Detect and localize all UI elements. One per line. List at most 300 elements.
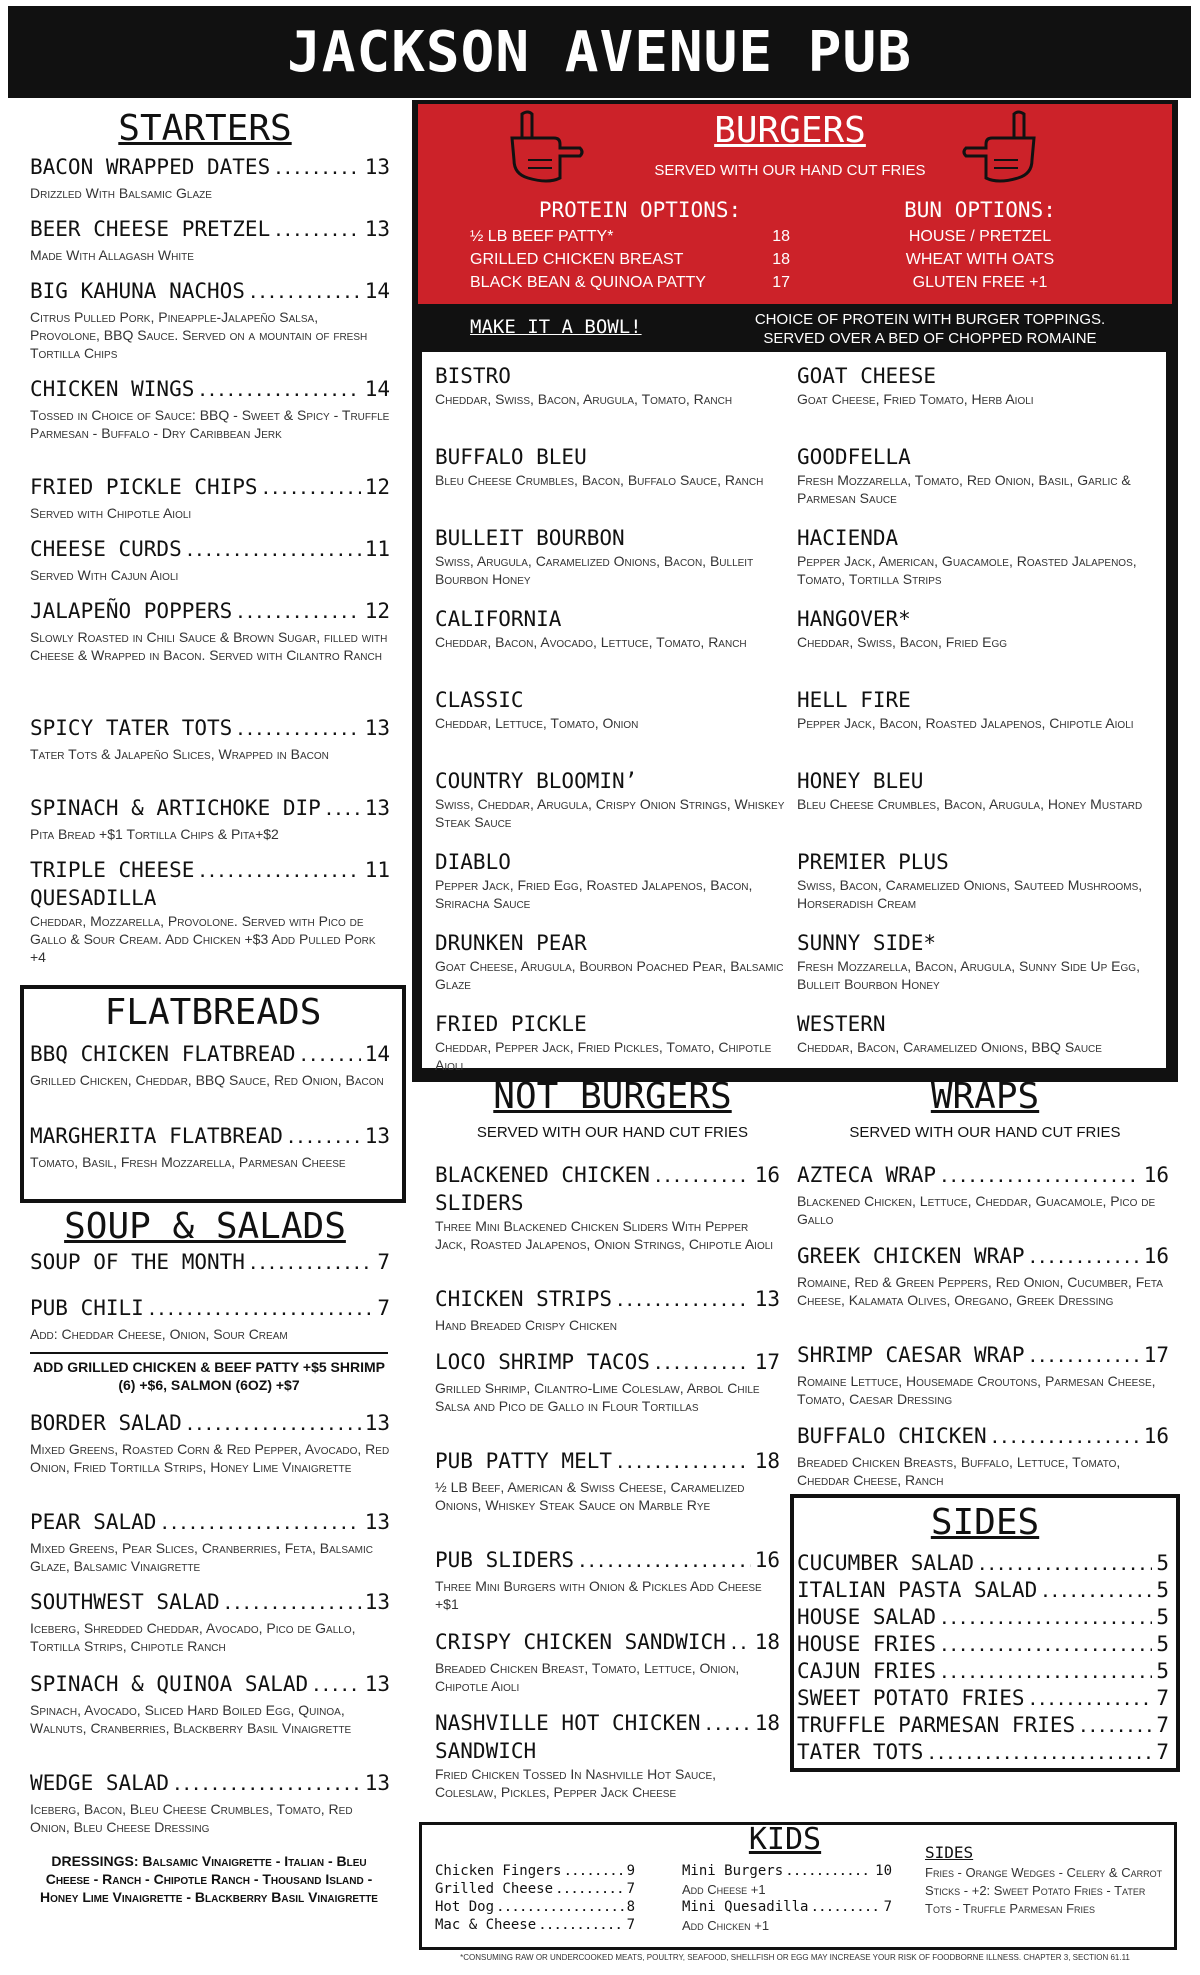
item-row <box>30 1042 390 1070</box>
starter-item <box>30 796 390 843</box>
bun-option: WHEAT WITH OATS <box>905 251 1055 268</box>
kids-sides-text: Fries - Orange Wedges - Celery & Carrot Sticks - +2: Sweet Potato Fries - Tater Tots - Truffle Parmesan Fries <box>925 1865 1163 1916</box>
burger-description: Cheddar, Lettuce, Tomato, Onion <box>435 715 639 731</box>
item-row <box>30 1510 390 1538</box>
item-price: 16 <box>754 1163 780 1187</box>
side-price: 5 <box>1156 1578 1169 1602</box>
protein-row <box>470 272 790 294</box>
leader-dots <box>617 226 768 248</box>
item-row <box>30 858 390 886</box>
not-burger-item <box>435 1350 780 1415</box>
protein-row <box>470 226 790 248</box>
item-price: 16 <box>754 1548 780 1572</box>
side-name: SWEET POTATO FRIES <box>797 1686 1025 1710</box>
kid-name: Grilled Cheese <box>435 1881 554 1897</box>
item-name: PUB PATTY MELT <box>435 1449 613 1473</box>
item-row <box>30 1411 390 1439</box>
not-burgers-subtitle: SERVED WITH OUR HAND CUT FRIES <box>476 1124 749 1141</box>
side-name: CUCUMBER SALAD <box>797 1551 975 1575</box>
leader-dots <box>927 1742 1152 1769</box>
item-row <box>30 475 390 503</box>
item-row <box>30 217 390 245</box>
item-description: Hand Breaded Crispy Chicken <box>435 1317 617 1333</box>
burger-name: HELL FIRE <box>797 688 911 712</box>
item-price: 16 <box>1143 1163 1169 1187</box>
burger-item <box>797 526 1152 588</box>
item-price: 13 <box>364 1411 390 1435</box>
burger-name: BISTRO <box>435 364 511 388</box>
burger-name: PREMIER PLUS <box>797 850 949 874</box>
burger-item <box>797 364 1152 408</box>
side-item <box>797 1577 1169 1607</box>
side-price: 5 <box>1156 1632 1169 1656</box>
leader-dots <box>497 1899 624 1917</box>
burger-description: Pepper Jack, Bacon, Roasted Jalapenos, Chipotle Aioli <box>797 715 1134 731</box>
starter-item <box>30 155 390 202</box>
bowl-desc-line: CHOICE OF PROTEIN WITH BURGER TOPPINGS. <box>754 311 1106 328</box>
side-name: TATER TOTS <box>797 1740 924 1764</box>
kid-item <box>435 1916 635 1935</box>
starter-item <box>30 377 390 442</box>
soup-item <box>30 1296 390 1343</box>
kids-sides-title: SIDES <box>925 1843 974 1862</box>
protein-price: 17 <box>772 274 790 291</box>
bowl-description <box>700 310 1160 348</box>
protein-name: GRILLED CHICKEN BREAST <box>470 251 684 268</box>
item-name: SPINACH & ARTICHOKE DIP <box>30 796 321 820</box>
item-price: 13 <box>364 1124 390 1148</box>
protein-options-title: PROTEIN OPTIONS: <box>538 198 742 222</box>
wraps-title: WRAPS <box>930 1076 1040 1117</box>
kid-name: Chicken Fingers <box>435 1863 562 1879</box>
burger-name: DIABLO <box>435 850 511 874</box>
item-description: Tossed in Choice of Sauce: BBQ - Sweet & Spicy - Truffle Parmesan - Buffalo - Dry Caribbean Jerk <box>30 407 390 441</box>
salad-item <box>30 1590 390 1655</box>
item-price: 18 <box>754 1711 780 1735</box>
flatbread-item <box>30 1042 390 1089</box>
item-price: 13 <box>364 796 390 820</box>
item-description: Tomato, Basil, Fresh Mozzarella, Parmesan Cheese <box>30 1154 346 1170</box>
item-row <box>435 1548 780 1576</box>
kid-price: 7 <box>626 1881 635 1897</box>
starter-item <box>30 475 390 522</box>
side-price: 7 <box>1156 1686 1169 1710</box>
leader-dots <box>940 1661 1152 1688</box>
burger-name: BUFFALO BLEU <box>435 445 587 469</box>
item-price: 13 <box>364 155 390 179</box>
not-burger-item <box>435 1711 780 1801</box>
leader-dots <box>186 1414 361 1439</box>
burger-description: Goat Cheese, Fried Tomato, Herb Aioli <box>797 391 1034 407</box>
not-burger-item <box>435 1630 780 1695</box>
item-price: 13 <box>364 1771 390 1795</box>
side-name: TRUFFLE PARMESAN FRIES <box>797 1713 1076 1737</box>
wrap-item <box>797 1244 1169 1309</box>
leader-dots <box>1029 1346 1140 1371</box>
item-name: BUFFALO CHICKEN <box>797 1424 987 1448</box>
item-description: Spinach, Avocado, Sliced Hard Boiled Egg, Quinoa, Walnuts, Cranberries, Blackberry Basil Vinaigrette <box>30 1702 352 1736</box>
item-price: 18 <box>754 1630 780 1654</box>
item-name: CHICKEN WINGS <box>30 377 195 401</box>
burger-name: COUNTRY BLOOMIN’ <box>435 769 638 793</box>
kid-addon: Add Chicken +1 <box>682 1918 770 1933</box>
leader-dots <box>274 158 360 183</box>
bowl-desc-line: SERVED OVER A BED OF CHOPPED ROMAINE <box>763 330 1097 347</box>
burger-item <box>797 445 1152 507</box>
item-description: Mixed Greens, Roasted Corn & Red Pepper, Avocado, Red Onion, Fried Tortilla Strips, Honey Lime Vinaigrette <box>30 1441 390 1475</box>
kid-row <box>682 1862 892 1881</box>
soup-item <box>30 1250 390 1278</box>
leader-dots <box>224 1593 361 1618</box>
protein-option <box>470 249 790 271</box>
side-item <box>797 1685 1169 1715</box>
protein-row <box>470 249 790 271</box>
kid-price: 10 <box>875 1863 892 1879</box>
burger-description: Cheddar, Pepper Jack, Fried Pickles, Tomato, Chipotle Aioli <box>435 1039 772 1073</box>
item-name: BLACKENED CHICKEN <box>435 1163 650 1187</box>
item-price: 12 <box>364 475 390 499</box>
burger-description: Swiss, Arugula, Caramelized Onions, Bacon, Bulleit Bourbon Honey <box>435 553 754 587</box>
burger-name: CLASSIC <box>435 688 524 712</box>
leader-dots <box>1079 1715 1152 1742</box>
starters-title: STARTERS <box>118 108 292 149</box>
bun-option: HOUSE / PRETZEL <box>908 228 1052 245</box>
item-description: Add: Cheddar Cheese, Onion, Sour Cream <box>30 1326 288 1342</box>
item-description: Grilled Shrimp, Cilantro-Lime Coleslaw, Arbol Chile Salsa and Pico de Gallo in Flour Tortillas <box>435 1380 760 1414</box>
starter-item <box>30 599 390 664</box>
item-price: 13 <box>364 1672 390 1696</box>
item-description: Made With Allagash White <box>30 247 194 263</box>
kid-price: 9 <box>626 1863 635 1879</box>
burgers-subtitle: SERVED WITH OUR HAND CUT FRIES <box>654 162 926 179</box>
leader-dots <box>312 1675 361 1700</box>
kid-item <box>682 1862 892 1899</box>
item-description: Drizzled With Balsamic Glaze <box>30 185 212 201</box>
side-item <box>797 1712 1169 1742</box>
item-price: 16 <box>1143 1244 1169 1268</box>
leader-dots <box>940 1166 1140 1191</box>
item-price: 7 <box>377 1250 390 1274</box>
flatbreads-title: FLATBREADS <box>104 992 322 1033</box>
item-description: Romaine Lettuce, Housemade Croutons, Parmesan Cheese, Tomato, Caesar Dressing <box>797 1373 1156 1407</box>
burger-name: CALIFORNIA <box>435 607 562 631</box>
leader-dots <box>325 799 361 824</box>
kid-name: Mini Quesadilla <box>682 1899 809 1915</box>
leader-dots <box>564 1863 623 1881</box>
side-price: 7 <box>1156 1740 1169 1764</box>
leader-dots <box>616 1452 751 1477</box>
item-description: Breaded Chicken Breast, Tomato, Lettuce, Onion, Chipotle Aioli <box>435 1660 740 1694</box>
leader-dots <box>811 1899 880 1917</box>
item-description: Three Mini Blackened Chicken Sliders With Pepper Jack, Roasted Jalapenos, Onion Strings, Chipotle Aioli <box>435 1218 774 1252</box>
leader-dots <box>236 602 360 627</box>
item-name: SHRIMP CAESAR WRAP <box>797 1343 1025 1367</box>
make-it-a-bowl: MAKE IT A BOWL! <box>470 316 642 338</box>
item-name-cont: QUESADILLA <box>30 886 157 910</box>
not-burger-item <box>435 1163 780 1253</box>
side-price: 5 <box>1156 1605 1169 1629</box>
leader-dots <box>186 540 361 565</box>
burger-name: WESTERN <box>797 1012 886 1036</box>
item-description: Served With Cajun Aioli <box>30 567 179 583</box>
item-name: MARGHERITA FLATBREAD <box>30 1124 283 1148</box>
item-name: FRIED PICKLE CHIPS <box>30 475 258 499</box>
item-description: Three Mini Burgers with Onion & Pickles Add Cheese +$1 <box>435 1578 762 1612</box>
kid-addon: Add Cheese +1 <box>682 1882 766 1897</box>
side-name: ITALIAN PASTA SALAD <box>797 1578 1038 1602</box>
leader-dots <box>262 478 361 503</box>
burger-description: Cheddar, Bacon, Caramelized Onions, BBQ Sauce <box>797 1039 1102 1055</box>
dressings-list: Balsamic Vinaigrette - Italian - Bleu Cheese - Ranch - Chipotle Ranch - Thousand Island - Honey Lime Vinaigrette - Blackberry Basil Vinaigrette <box>40 1853 378 1905</box>
burgers-title: BURGERS <box>714 110 866 151</box>
protein-name: ½ LB BEEF PATTY* <box>470 228 614 245</box>
burger-item <box>435 688 785 732</box>
leader-dots <box>173 1774 361 1799</box>
kid-price: 7 <box>883 1899 892 1915</box>
page-title: JACKSON AVENUE PUB <box>8 6 1191 98</box>
item-name: SOUTHWEST SALAD <box>30 1590 220 1614</box>
item-description: ½ LB Beef, American & Swiss Cheese, Caramelized Onions, Whiskey Steak Sauce on Marble Rye <box>435 1479 745 1513</box>
salad-item <box>30 1672 390 1737</box>
item-description: Breaded Chicken Breasts, Buffalo, Lettuce, Tomato, Cheddar Cheese, Ranch <box>797 1454 1121 1488</box>
dressings-note <box>30 1852 388 1906</box>
wraps-subtitle: SERVED WITH OUR HAND CUT FRIES <box>849 1124 1121 1141</box>
leader-dots <box>249 1253 373 1278</box>
leader-dots <box>1041 1580 1152 1607</box>
burger-item <box>797 1012 1152 1056</box>
starter-item <box>30 279 390 362</box>
side-item <box>797 1631 1169 1661</box>
burger-description: Bleu Cheese Crumbles, Bacon, Arugula, Honey Mustard <box>797 796 1143 812</box>
side-name: HOUSE SALAD <box>797 1605 937 1629</box>
kid-name: Mini Burgers <box>682 1863 784 1879</box>
item-name: GREEK CHICKEN WRAP <box>797 1244 1025 1268</box>
item-name: BACON WRAPPED DATES <box>30 155 271 179</box>
side-name: HOUSE FRIES <box>797 1632 937 1656</box>
salad-item <box>30 1411 390 1476</box>
item-name: AZTECA WRAP <box>797 1163 937 1187</box>
side-name: CAJUN FRIES <box>797 1659 937 1683</box>
burger-item <box>435 1012 785 1074</box>
item-row <box>30 1250 390 1278</box>
item-description: Tater Tots & Jalapeño Slices, Wrapped in Bacon <box>30 746 329 762</box>
item-row <box>435 1350 780 1378</box>
item-name: BORDER SALAD <box>30 1411 182 1435</box>
item-row <box>797 1343 1169 1371</box>
item-price: 17 <box>754 1350 780 1374</box>
item-description: Iceberg, Shredded Cheddar, Avocado, Pico de Gallo, Tortilla Strips, Chipotle Ranch <box>30 1620 356 1654</box>
leader-dots <box>300 1045 361 1070</box>
burger-name: HACIENDA <box>797 526 899 550</box>
kids-title: KIDS <box>748 1822 822 1857</box>
item-row <box>435 1630 780 1658</box>
salad-item <box>30 1771 390 1836</box>
not-burger-item <box>435 1548 780 1613</box>
not-burgers-title: NOT BURGERS <box>493 1076 732 1117</box>
not-burger-item <box>435 1287 780 1334</box>
item-description: Pita Bread +$1 Tortilla Chips & Pita+$2 <box>30 826 279 842</box>
item-price: 11 <box>364 537 390 561</box>
item-name: NASHVILLE HOT CHICKEN <box>435 1711 701 1735</box>
burger-item <box>797 688 1152 732</box>
item-row <box>30 1590 390 1618</box>
item-name: BEER CHEESE PRETZEL <box>30 217 271 241</box>
burger-description: Cheddar, Swiss, Bacon, Arugula, Tomato, Ranch <box>435 391 733 407</box>
leader-dots <box>578 1551 751 1576</box>
wrap-item <box>797 1343 1169 1408</box>
bun-options-title: BUN OPTIONS: <box>904 198 1056 222</box>
leader-dots <box>539 1917 623 1935</box>
kid-item <box>435 1880 635 1899</box>
item-price: 16 <box>1143 1424 1169 1448</box>
leader-dots <box>991 1427 1140 1452</box>
burger-description: Swiss, Bacon, Caramelized Onions, Sauteed Mushrooms, Horseradish Cream <box>797 877 1143 911</box>
kid-item <box>435 1862 635 1881</box>
burger-item <box>797 607 1152 651</box>
starter-item <box>30 217 390 264</box>
not-burger-item <box>435 1449 780 1514</box>
item-name: CHEESE CURDS <box>30 537 182 561</box>
dressings-label: DRESSINGS: <box>51 1853 139 1869</box>
item-row <box>435 1163 780 1191</box>
burger-item <box>435 364 785 408</box>
burger-item <box>797 769 1152 813</box>
side-item <box>797 1658 1169 1688</box>
item-description: Blackened Chicken, Lettuce, Cheddar, Guacamole, Pico de Gallo <box>797 1193 1156 1227</box>
item-row <box>30 716 390 744</box>
starter-item <box>30 537 390 584</box>
leader-dots <box>786 1863 872 1881</box>
leader-dots <box>148 1299 374 1324</box>
burger-name: GOODFELLA <box>797 445 911 469</box>
burger-description: Goat Cheese, Arugula, Bourbon Poached Pear, Balsamic Glaze <box>435 958 784 992</box>
item-row <box>30 155 390 183</box>
burger-description: Pepper Jack, Fried Egg, Roasted Jalapenos, Bacon, Sriracha Sauce <box>435 877 753 911</box>
burger-item <box>797 850 1152 912</box>
protein-option <box>470 226 790 248</box>
side-price: 7 <box>1156 1713 1169 1737</box>
item-row <box>30 599 390 627</box>
burger-description: Bleu Cheese Crumbles, Bacon, Buffalo Sauce, Ranch <box>435 472 764 488</box>
burger-description: Swiss, Cheddar, Arugula, Crispy Onion Strings, Whiskey Steak Sauce <box>435 796 785 830</box>
leader-dots <box>705 1714 751 1739</box>
protein-price: 18 <box>772 228 790 245</box>
item-name: JALAPEÑO POPPERS <box>30 599 233 623</box>
bun-option: GLUTEN FREE +1 <box>912 274 1048 291</box>
leader-dots <box>616 1290 751 1315</box>
starter-item <box>30 716 390 763</box>
burger-name: GOAT CHEESE <box>797 364 937 388</box>
side-price: 5 <box>1156 1659 1169 1683</box>
burger-item <box>435 769 785 831</box>
leader-dots <box>287 1127 361 1152</box>
item-price: 13 <box>364 1590 390 1614</box>
burger-name: FRIED PICKLE <box>435 1012 587 1036</box>
item-row <box>797 1244 1169 1272</box>
item-row <box>30 279 390 307</box>
burger-item <box>435 931 785 993</box>
item-row <box>30 1296 390 1324</box>
pointing-hand-icon <box>508 108 588 186</box>
item-price: 12 <box>364 599 390 623</box>
item-name: LOCO SHRIMP TACOS <box>435 1350 650 1374</box>
leader-dots <box>556 1881 624 1899</box>
side-price: 5 <box>1156 1551 1169 1575</box>
burger-item <box>435 850 785 912</box>
burger-item <box>435 526 785 588</box>
item-description: Iceberg, Bacon, Bleu Cheese Crumbles, Tomato, Red Onion, Bleu Cheese Dressing <box>30 1801 353 1835</box>
item-price: 13 <box>754 1287 780 1311</box>
soups-title: SOUP & SALADS <box>64 1206 346 1247</box>
leader-dots <box>249 282 361 307</box>
side-item <box>797 1604 1169 1634</box>
burger-description: Cheddar, Swiss, Bacon, Fried Egg <box>797 634 1008 650</box>
kid-item <box>682 1898 892 1935</box>
item-name: CHICKEN STRIPS <box>435 1287 613 1311</box>
item-row <box>435 1711 780 1739</box>
burger-item <box>797 931 1152 993</box>
item-description: Grilled Chicken, Cheddar, BBQ Sauce, Red Onion, Bacon <box>30 1072 384 1088</box>
burger-item <box>435 607 785 651</box>
item-name: BBQ CHICKEN FLATBREAD <box>30 1042 296 1066</box>
leader-dots <box>654 1166 751 1191</box>
item-name: TRIPLE CHEESE <box>30 858 195 882</box>
item-name: PUB SLIDERS <box>435 1548 575 1572</box>
footer-disclaimer: *CONSUMING RAW OR UNDERCOOKED MEATS, POULTRY, SEAFOOD, SHELLFISH OR EGG MAY INCREASE YOUR RISK OF FOODBORNE ILLNESS. CHAPTER 3, SECTION 61.11 <box>460 1953 1130 1962</box>
divider <box>30 1352 388 1354</box>
item-row <box>30 537 390 565</box>
sides-title: SIDES <box>930 1502 1040 1543</box>
leader-dots <box>160 1513 360 1538</box>
burger-description: Fresh Mozzarella, Bacon, Arugula, Sunny Side Up Egg, Bulleit Bourbon Honey <box>797 958 1140 992</box>
item-row <box>30 796 390 824</box>
item-name: PEAR SALAD <box>30 1510 157 1534</box>
item-name: PUB CHILI <box>30 1296 144 1320</box>
item-description: Romaine, Red & Green Peppers, Red Onion, Cucumber, Feta Cheese, Kalamata Olives, Oregano, Greek Dressing <box>797 1274 1163 1308</box>
leader-dots <box>940 1634 1152 1661</box>
item-description: Fried Chicken Tossed In Nashville Hot Sauce, Coleslaw, Pickles, Pepper Jack Cheese <box>435 1766 717 1800</box>
protein-price: 18 <box>772 251 790 268</box>
item-description: Served with Chipotle Aioli <box>30 505 192 521</box>
leader-dots <box>1029 1247 1140 1272</box>
burger-item <box>435 445 785 489</box>
item-description: Citrus Pulled Pork, Pineapple-Jalapeño Salsa, Provolone, BBQ Sauce. Served on a mountain of fresh Tortilla Chips <box>30 309 368 361</box>
item-name: SOUP OF THE MONTH <box>30 1250 245 1274</box>
burger-description: Cheddar, Bacon, Avocado, Lettuce, Tomato, Ranch <box>435 634 747 650</box>
item-price: 7 <box>377 1296 390 1320</box>
item-price: 17 <box>1143 1343 1169 1367</box>
kid-price: 7 <box>626 1917 635 1933</box>
burger-name: SUNNY SIDE* <box>797 931 937 955</box>
leader-dots <box>198 380 360 405</box>
item-row <box>797 1424 1169 1452</box>
item-name: BIG KAHUNA NACHOS <box>30 279 245 303</box>
leader-dots <box>687 249 768 271</box>
leader-dots <box>940 1607 1152 1634</box>
burger-name: HONEY BLEU <box>797 769 924 793</box>
item-name: SPINACH & QUINOA SALAD <box>30 1672 309 1696</box>
leader-dots <box>654 1353 751 1378</box>
burger-name: DRUNKEN PEAR <box>435 931 587 955</box>
leader-dots <box>274 220 360 245</box>
item-name: SPICY TATER TOTS <box>30 716 233 740</box>
item-row <box>435 1287 780 1315</box>
item-name: CRISPY CHICKEN SANDWICH <box>435 1630 726 1654</box>
leader-dots <box>198 861 360 886</box>
item-description: Slowly Roasted in Chili Sauce & Brown Sugar, filled with Cheese & Wrapped in Bacon. Served with Cilantro Ranch <box>30 629 388 663</box>
flatbread-item <box>30 1124 390 1171</box>
starter-item <box>30 858 390 966</box>
